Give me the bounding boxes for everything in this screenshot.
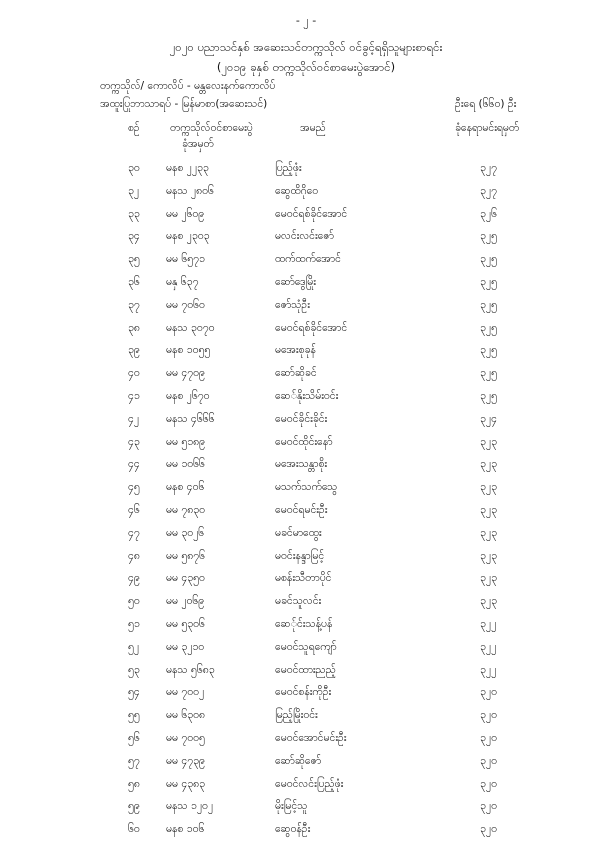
student-name: မေဝင်ရစ်ခိုင်အောင် xyxy=(275,321,348,334)
exam-number: မနစ ၁၀၆ xyxy=(166,823,205,836)
score: ၃၂၀ xyxy=(480,754,497,767)
student-name: ဆွေဝန်ဦး xyxy=(275,823,311,836)
row-number: ၃၅ xyxy=(128,253,140,266)
exam-number: မမ ၅၈၇၆ xyxy=(166,549,206,562)
student-name: မအေးစုခုန် xyxy=(275,344,316,357)
score: ၃၂၅ xyxy=(480,230,497,243)
table-row xyxy=(0,778,612,801)
row-number: ၅၁ xyxy=(128,617,140,630)
exam-number: မမ ၅၁၈၉ xyxy=(166,435,206,448)
student-name: မိုးမြင့်သူ xyxy=(275,800,308,813)
student-name: မေဝင်စန်းကိုဦး xyxy=(275,686,332,699)
table-row xyxy=(0,709,612,732)
score: ၃၂၂ xyxy=(480,640,497,653)
table-row xyxy=(0,823,612,846)
score: ၃၂၃ xyxy=(480,503,497,516)
exam-number: မမ ၇၀၆၀ xyxy=(166,298,205,311)
row-number: ၅၃ xyxy=(128,663,140,676)
student-name: ပြည့်ဖုံး xyxy=(275,162,302,174)
score: ၃၂၀ xyxy=(480,800,497,813)
score: ၃၂၀ xyxy=(480,686,497,699)
table-row xyxy=(0,686,612,709)
table-row xyxy=(0,732,612,755)
table-row xyxy=(0,162,612,185)
row-number: ၅၂ xyxy=(128,640,140,653)
exam-number: မမ ၆၃၀၈ xyxy=(166,709,206,722)
total-count-line: ဦးရေ (၆၆၀) ဦး xyxy=(455,98,517,110)
header-exam-no-line2: ခုံအမှတ် xyxy=(182,138,214,150)
row-number: ၄၄ xyxy=(128,458,140,471)
table-row xyxy=(0,664,612,687)
exam-number: မမ ၂၆၀၉ xyxy=(166,207,205,220)
table-row xyxy=(0,185,612,208)
table-row xyxy=(0,322,612,345)
student-name: ဇော်သုံဦး xyxy=(275,298,310,311)
student-name: မစန်းသီတာပိုင် xyxy=(275,572,332,585)
score: ၃၂၀ xyxy=(480,731,497,744)
row-number: ၃၃ xyxy=(128,207,140,220)
row-number: ၃၄ xyxy=(128,230,140,243)
row-number: ၄၇ xyxy=(128,526,140,539)
row-number: ၄၀ xyxy=(128,367,140,380)
student-name: မေဝင်လင်းပြည့်ဖုံး xyxy=(275,777,344,790)
table-row xyxy=(0,413,612,436)
row-number: ၃၀ xyxy=(128,162,140,174)
exam-number: မနသ ၅၆၈၃ xyxy=(166,663,215,676)
score: ၃၂၇ xyxy=(480,162,497,174)
page-number: - ၂ - xyxy=(295,14,317,27)
table-row xyxy=(0,208,612,231)
student-name: မလင်းလင်းဇော် xyxy=(275,230,334,243)
exam-number: မမ ၆၅၇၁ xyxy=(166,253,205,266)
exam-number: မမ ၇၀၀၅ xyxy=(166,731,205,744)
table-row xyxy=(0,641,612,664)
header-no: စဉ် xyxy=(128,122,140,134)
row-number: ၄၈ xyxy=(128,549,140,562)
row-number: ၃၉ xyxy=(128,344,140,357)
exam-number: မမ ၄၇၀၉ xyxy=(166,367,205,380)
exam-number: မနစ ၄၀၆ xyxy=(166,481,205,494)
student-name: မေဝင်ရမင်းဦး xyxy=(275,503,328,516)
score: ၃၂၃ xyxy=(480,549,497,562)
table-row xyxy=(0,367,612,390)
student-name: မေဝင်ထားညည့် xyxy=(275,663,336,676)
row-number: ၅၈ xyxy=(128,777,140,790)
student-name: မြည့်မြိုးဝင်း xyxy=(275,709,318,722)
exam-number: မနှ ၆၃၇ xyxy=(166,275,199,288)
student-name: မေဝင်ခိုင်းခိုင်း xyxy=(275,412,328,425)
score: ၃၂၅ xyxy=(480,253,497,266)
score: ၃၂၄ xyxy=(480,412,497,425)
exam-number: မမ ၄၃၈၃ xyxy=(166,777,206,790)
row-number: ၅၅ xyxy=(128,709,140,722)
score: ၃၂၃ xyxy=(480,572,497,585)
row-number: ၅၆ xyxy=(128,731,140,744)
exam-number: မမ ၄၇၃၉ xyxy=(166,754,205,767)
header-exam-no-line1: တက္ကသိုလ်ဝင်စာမေးပွဲ xyxy=(170,122,253,134)
score: ၃၂၀ xyxy=(480,823,497,836)
exam-number: မနသ ၄၆၆၆ xyxy=(166,412,215,425)
table-row xyxy=(0,595,612,618)
table-row xyxy=(0,504,612,527)
student-name: မေဝင်အောင်မင်းဦး xyxy=(275,731,347,744)
university-line: တက္ကသိုလ်/ ကောလိပ် - မန္တလေးနက်ကောလိပ် xyxy=(100,80,276,92)
exam-number: မမ ၃၀၂၆ xyxy=(166,526,205,539)
table-row xyxy=(0,344,612,367)
student-name: မဝင်းနန္ဒာမြင့် xyxy=(275,549,325,562)
row-number: ၃၆ xyxy=(128,275,140,288)
table-row xyxy=(0,458,612,481)
results-table xyxy=(0,162,612,846)
score: ၃၂၃ xyxy=(480,595,497,608)
row-number: ၄၅ xyxy=(128,481,140,494)
score: ၃၂၀ xyxy=(480,709,497,722)
exam-number: မမ ၃၂၁၀ xyxy=(166,640,205,653)
subject-line: အထူးပြုဘာသာရပ် - မြန်မာစာ(အဆေးသင်) xyxy=(100,98,268,110)
table-row xyxy=(0,230,612,253)
row-number: ၅၀ xyxy=(128,595,140,608)
exam-number: မနသ ၁၂၀၂ xyxy=(166,800,214,813)
row-number: ၄၁ xyxy=(128,389,140,402)
exam-number: မမ ၄၃၅၀ xyxy=(166,572,205,585)
row-number: ၄၆ xyxy=(128,503,140,516)
student-name: မခင်သူလင်း xyxy=(275,595,322,608)
row-number: ၃၂ xyxy=(128,184,140,197)
student-name: မေဝင်ထိုင်းနော် xyxy=(275,435,333,448)
row-number: ၆၀ xyxy=(128,823,140,836)
student-name: ထက်ထက်အောင် xyxy=(275,253,341,266)
table-row xyxy=(0,527,612,550)
score: ၃၂၃ xyxy=(480,435,497,448)
exam-number: မမ ၁၀၆၆ xyxy=(166,458,205,471)
score: ၃၂၃ xyxy=(480,458,497,471)
student-name: ဆွေထိဂိုဝေ xyxy=(275,184,319,197)
score: ၃၂၅ xyxy=(480,389,497,402)
score: ၃၂၅ xyxy=(480,275,497,288)
row-number: ၄၂ xyxy=(128,412,140,425)
table-row xyxy=(0,755,612,778)
score: ၃၂၃ xyxy=(480,526,497,539)
table-row xyxy=(0,572,612,595)
exam-number: မမ ၅၃၀၆ xyxy=(166,617,205,630)
exam-number: မနစ ၂၃၀၃ xyxy=(166,230,210,243)
score: ၃၂၅ xyxy=(480,321,497,334)
score: ၃၂၅ xyxy=(480,344,497,357)
student-name: မသက်သက်သွေ xyxy=(275,481,338,494)
row-number: ၄၉ xyxy=(128,572,140,585)
student-name: မအေးသန္တာစိုး xyxy=(275,458,328,471)
score: ၃၂၅ xyxy=(480,367,497,380)
exam-number: မနသ ၃၀၇၀ xyxy=(166,321,215,334)
student-name: ဆော်ဆိုခင် xyxy=(275,367,317,380)
student-name: ဆော်ဆိုဇော် xyxy=(275,754,322,767)
row-number: ၃၇ xyxy=(128,298,140,311)
row-number: ၅၉ xyxy=(128,800,140,813)
exam-number: မနသ ၂၈၀၆ xyxy=(166,184,214,197)
exam-number: မမ ၇၀၀၂ xyxy=(166,686,205,699)
document-title: ၂၀၂၀ ပညာသင်နှစ် အဆေးသင်တက္ကသိုလ် ဝင်ခွင့်ရရှိသူများစာရင်း xyxy=(169,40,443,54)
row-number: ၅၄ xyxy=(128,686,140,699)
row-number: ၃၈ xyxy=(128,321,140,334)
student-name: မေဝင်ရစ်ခိုင်အောင် xyxy=(275,207,348,220)
table-row xyxy=(0,276,612,299)
table-row xyxy=(0,390,612,413)
table-row xyxy=(0,436,612,459)
header-name: အမည် xyxy=(300,122,326,134)
header-score: ခုံနေရာမင်းရမှတ် xyxy=(455,122,520,134)
row-number: ၅၇ xyxy=(128,754,140,767)
score: ၃၂၂ xyxy=(480,663,497,676)
table-row xyxy=(0,253,612,276)
score: ၃၂၀ xyxy=(480,777,497,790)
table-row xyxy=(0,800,612,823)
score: ၃၂၂ xyxy=(480,617,497,630)
student-name: ဆေ်ုင်းသန့်ပန် xyxy=(275,617,333,630)
score: ၃၂၆ xyxy=(480,207,497,220)
score: ၃၂၅ xyxy=(480,298,497,311)
document-subtitle: (၂၀၁၉ ခုနှစ် တက္ကသိုလ်ဝင်စာမေးပွဲအောင်) xyxy=(216,60,396,74)
score: ၃၂၃ xyxy=(480,481,497,494)
row-number: ၄၃ xyxy=(128,435,140,448)
table-row xyxy=(0,299,612,322)
table-row xyxy=(0,550,612,573)
table-row xyxy=(0,481,612,504)
exam-number: မနစ ၂၆၇၀ xyxy=(166,389,210,402)
student-name: ဆော်ဒွေမြိုး xyxy=(275,275,316,288)
score: ၃၂၇ xyxy=(480,184,497,197)
student-name: မေဝင်သူရကျော် xyxy=(275,640,337,653)
student-name: ဆေ်နိုးသိမ်းဝင်း xyxy=(275,389,339,402)
exam-number: မနစ ၁၀၅၅ xyxy=(166,344,211,357)
exam-number: မမ ၂၀၆၉ xyxy=(166,595,205,608)
exam-number: မမ ၇၈၃၀ xyxy=(166,503,206,516)
header-exam-no xyxy=(170,120,253,152)
exam-number: မနစ ၂၂၃၃ xyxy=(166,162,209,174)
table-row xyxy=(0,618,612,641)
student-name: မခင်မာထွေး xyxy=(275,526,322,539)
